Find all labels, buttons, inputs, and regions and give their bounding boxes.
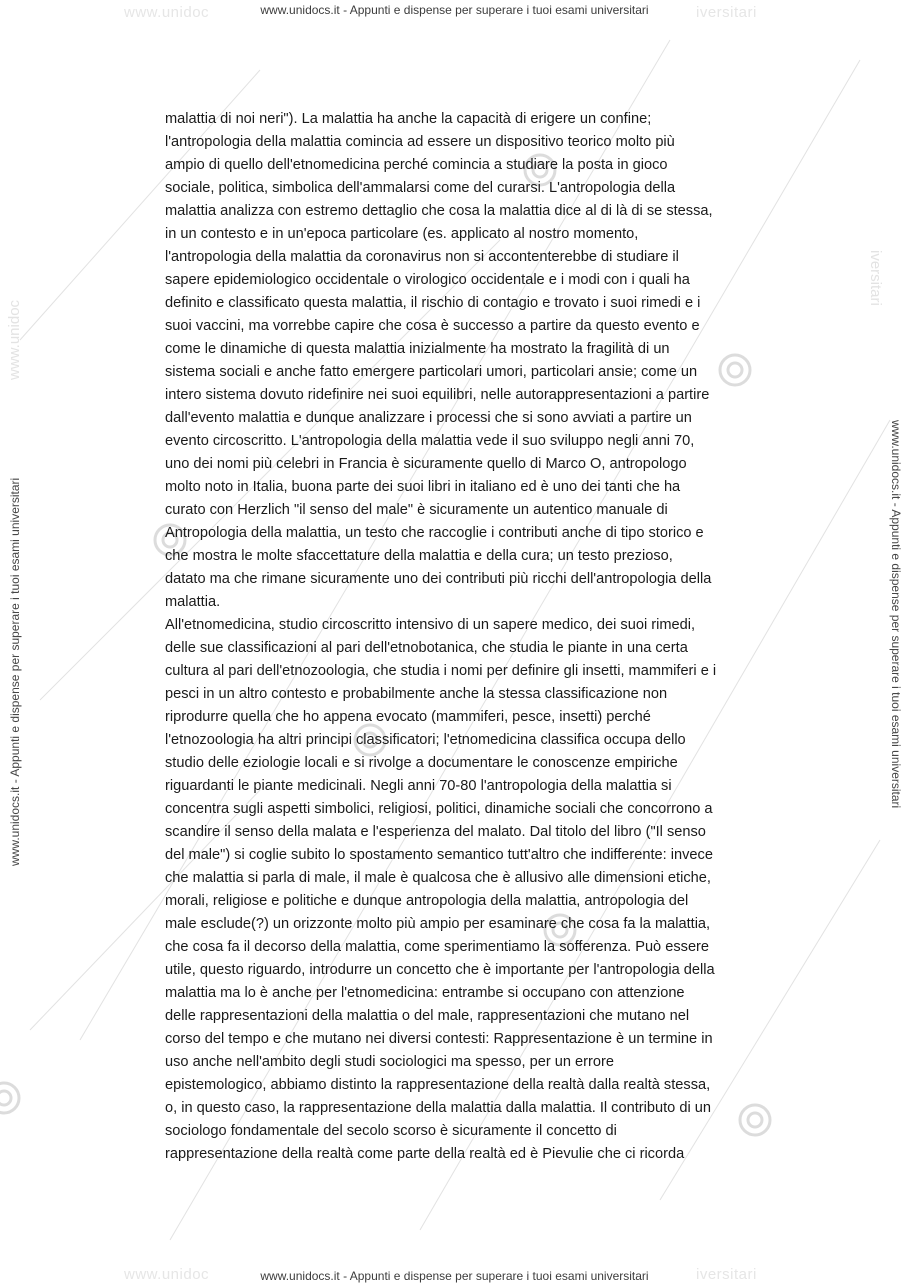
text-line: malattia analizza con estremo dettaglio che cosa la malattia dice al di là di se stessa, (165, 203, 713, 219)
text-line: che cosa fa il decorso della malattia, come sperimentiamo la sofferenza. Può essere (165, 939, 710, 955)
text-line: sociologo fondamentale del secolo scorso è sicuramente il concetto di (165, 1123, 617, 1139)
text-line: corso del tempo e che mutano nei diversi contesti: Rappresentazione è un termine in (165, 1031, 713, 1047)
text-line: cultura al pari dell'etnozoologia, che studia i nomi per definire gli insetti, mammiferi e i (165, 663, 717, 679)
text-line: uso anche nell'ambito degli studi sociologici ma spesso, per un errore (165, 1054, 614, 1070)
text-line: concentra sugli aspetti simbolici, religiosi, politici, dinamiche sociali che concorrono a (165, 801, 713, 817)
text-line: sociale, politica, simbolica dell'ammalarsi come del curarsi. L'antropologia della (165, 180, 676, 196)
text-line: pesci in un altro contesto e probabilmente anche la stessa classificazione non (165, 686, 668, 702)
watermark-side-right: www.unidocs.it - Appunti e dispense per superare i tuoi esami universitari (889, 420, 903, 809)
text-line: che mostra le molte sfaccettature della malattia e della cura; un testo prezioso, (165, 548, 673, 564)
text-line: male esclude(?) un orizzonte molto più ampio per esaminare che cosa fa la malattia, (165, 916, 711, 932)
text-line: l'etnozoologia ha altri principi classificatori; l'etnomedicina classifica occupa dello (165, 732, 686, 748)
text-line: l'antropologia della malattia da coronavirus non si accontenterebbe di studiare il (165, 249, 679, 265)
text-line: o, in questo caso, la rappresentazione della malattia dalla malattia. Il contributo di un (165, 1100, 711, 1116)
text-line: riprodurre quella che ho appena evocato (mammiferi, pesce, insetti) perché (165, 709, 651, 725)
text-line: ampio di quello dell'etnomedicina perché comincia a studiare la posta in gioco (165, 157, 668, 173)
text-line: studio delle eziologie locali e si rivolge a documentare le conoscenze empiriche (165, 755, 678, 771)
text-line: dall'evento malattia e dunque analizzare i processi che si sono avviati a partire un (165, 410, 692, 426)
text-line: curato con Herzlich "il senso del male" è sicuramente un autentico manuale di (165, 502, 668, 518)
text-line: scandire il senso della malata e l'esperienza del malato. Dal titolo del libro ("Il senso (165, 824, 706, 840)
text-line: uno dei nomi più celebri in Francia è sicuramente quello di Marco O, antropologo (165, 456, 687, 472)
text-line: in un contesto e in un'epoca particolare (es. applicato al nostro momento, (165, 226, 639, 242)
text-line: Antropologia della malattia, un testo che raccoglie i contributi anche di tipo storico e (165, 525, 704, 541)
text-line: l'antropologia della malattia comincia ad essere un dispositivo teorico molto più (165, 134, 675, 150)
watermark-ghost-text: iversitari (696, 4, 757, 21)
watermark-header: www.unidocs.it - Appunti e dispense per superare i tuoi esami universitari (260, 3, 649, 17)
text-line: suoi vaccini, ma vorrebbe capire che cosa è successo a partire da questo evento e (165, 318, 700, 334)
watermark-side-left: www.unidocs.it - Appunti e dispense per superare i tuoi esami universitari (8, 477, 22, 866)
text-line: molto noto in Italia, buona parte dei suoi libri in italiano ed è uno dei tanti che ha (165, 479, 681, 495)
text-line: morali, religiose e politiche e dunque antropologia della malattia, antropologia del (165, 893, 689, 909)
watermark-ghost-text: www.unidoc (124, 4, 210, 21)
text-line: rappresentazione della realtà come parte della realtà ed è Pievulie che ci ricorda (165, 1146, 685, 1162)
watermark-logo-icon (0, 1083, 19, 1113)
watermark-ghost-text: www.unidoc (124, 1266, 210, 1283)
text-line: utile, questo riguardo, introdurre un concetto che è importante per l'antropologia della (165, 962, 715, 978)
text-line: malattia. (165, 594, 221, 610)
text-line: intero sistema dovuto ridefinire nei suoi equilibri, nelle autorappresentazioni a partire (165, 387, 710, 403)
watermark-ghost-text: www.unidoc (6, 299, 23, 380)
text-line: come le dinamiche di questa malattia inizialmente ha mostrato la fragilità di un (165, 341, 670, 357)
text-line: riguardanti le piante medicinali. Negli anni 70-80 l'antropologia della malattia si (165, 778, 672, 794)
watermark-ghost-text: iversitari (696, 1266, 757, 1283)
text-line: malattia ma lo è anche per l'etnomedicina: entrambe si occupano con attenzione (165, 985, 685, 1001)
text-line: evento circoscritto. L'antropologia della malattia vede il suo sviluppo negli anni 70, (165, 433, 695, 449)
text-line: malattia di noi neri"). La malattia ha anche la capacità di erigere un confine; (165, 111, 652, 127)
watermark-ghost-text: iversitari (867, 250, 884, 306)
watermark-footer: www.unidocs.it - Appunti e dispense per superare i tuoi esami universitari (260, 1269, 649, 1283)
text-line: sistema sociali e anche fatto emergere particolari umori, particolari ansie; come un (165, 364, 698, 380)
text-line: delle sue classificazioni al pari dell'etnobotanica, che studia le piante in una certa (165, 640, 688, 656)
text-line: del male") si coglie subito lo spostamento semantico tutt'altro che indifferente: invece (165, 847, 713, 863)
document-body (165, 108, 810, 1166)
text-line: epistemologico, abbiamo distinto la rappresentazione della realtà dalla realtà stessa, (165, 1077, 711, 1093)
text-line: definito e classificato questa malattia, il rischio di contagio e trovato i suoi rimedi e i (165, 295, 701, 311)
text-line: All'etnomedicina, studio circoscritto intensivo di un sapere medico, dei suoi rimedi, (165, 617, 696, 633)
text-line: datato ma che rimane sicuramente uno dei contributi più ricchi dell'antropologia della (165, 571, 712, 587)
text-line: sapere epidemiologico occidentale o virologico occidentale e i modi con i quali ha (165, 272, 690, 288)
text-line: delle rappresentazioni della malattia o del male, rappresentazioni che mutano nel (165, 1008, 690, 1024)
text-line: che malattia si parla di male, il male è qualcosa che è allusivo alle dimensioni etiche, (165, 870, 711, 886)
